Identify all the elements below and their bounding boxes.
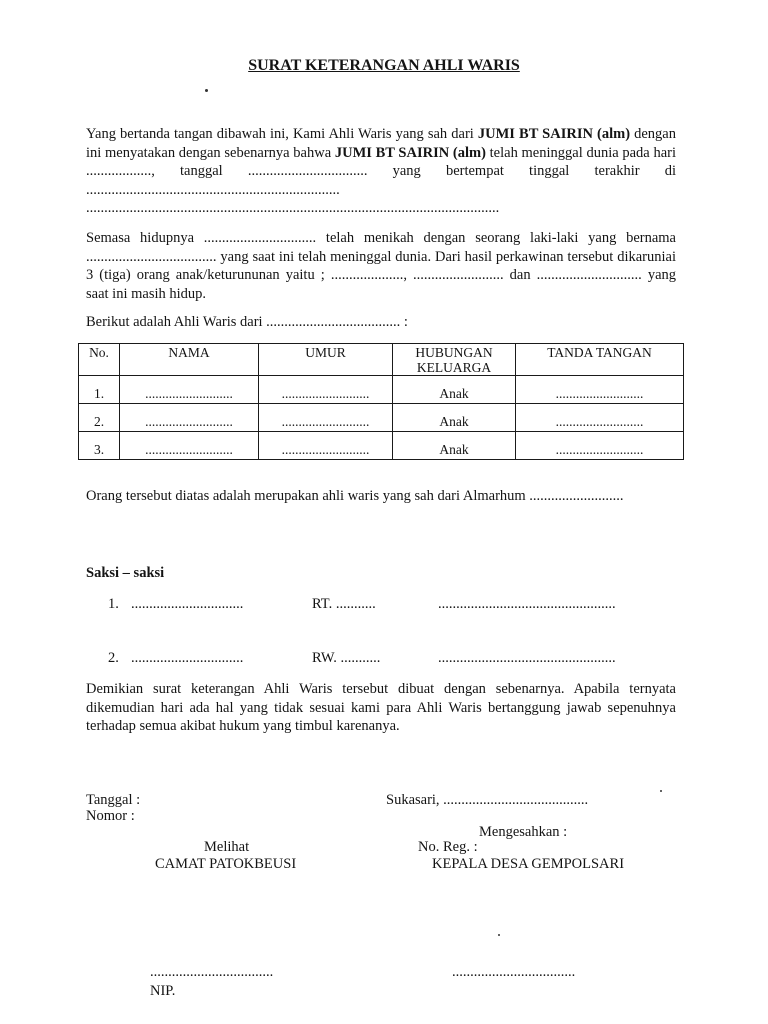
row-umur: .......................... [259, 376, 393, 404]
row-tanda-tangan: .......................... [516, 376, 684, 404]
no-reg-label: No. Reg. : [418, 839, 478, 855]
camat-title: CAMAT PATOKBEUSI [155, 856, 297, 872]
camat-signature-line: .................................. [150, 964, 274, 980]
witness-1-signature: ................................................. [438, 596, 616, 612]
row-tanda-tangan: .......................... [516, 404, 684, 432]
row-hubungan: Anak [393, 376, 516, 404]
row-no: 2. [79, 404, 120, 432]
witness-1-rt: RT. ........... [312, 596, 376, 612]
document-title: SURAT KETERANGAN AHLI WARIS [248, 57, 520, 74]
kepala-desa-title: KEPALA DESA GEMPOLSARI [432, 856, 625, 872]
row-nama: .......................... [120, 376, 259, 404]
witness-1-name: ............................... [131, 596, 244, 612]
scan-speck [498, 934, 500, 936]
witness-heading: Saksi – saksi [86, 565, 165, 581]
marriage-paragraph: Semasa hidupnya ............................... telah menikah dengan seorang laki-laki yang bernama .................................... yang saat ini telah meninggal dunia. Dari hasil perkawinan tersebut dikaruniai 3 (tiga) orang anak/keturununan yaitu ; ...................., ......................... dan ............................. yang saat ini masih hidup. [86, 230, 676, 302]
table-header-row [79, 344, 684, 376]
row-tanda-tangan: .......................... [516, 432, 684, 460]
witness-2-signature: ................................................. [438, 650, 616, 666]
header-umur: UMUR [259, 344, 393, 376]
table-row [79, 432, 684, 460]
nip-label: NIP. [150, 983, 176, 999]
witness-2-number: 2. [108, 650, 119, 666]
header-nama: NAMA [120, 344, 259, 376]
closing-paragraph: Demikian surat keterangan Ahli Waris tersebut dibuat dengan sebenarnya. Apabila ternyata dikemudian hari ada hal yang tidak sesuai kami para Ahli Waris bertanggung jawab sepenuhnya terhadap semua akibat hukum yang timbul karenanya. [86, 681, 676, 734]
witness-2-name: ............................... [131, 650, 244, 666]
row-no: 3. [79, 432, 120, 460]
witness-1-number: 1. [108, 596, 119, 612]
statement-paragraph: Orang tersebut diatas adalah merupakan ahli waris yang sah dari Almarhum .......................... [86, 488, 624, 504]
row-nama: .......................... [120, 432, 259, 460]
row-umur: .......................... [259, 404, 393, 432]
scan-speck [660, 790, 662, 792]
deceased-name-2: JUMI BT SAIRIN (alm) [334, 144, 486, 161]
header-hubungan: HUBUNGAN KELUARGA [393, 344, 516, 376]
deceased-name-1: JUMI BT SAIRIN (alm) [477, 126, 631, 142]
heirs-table [78, 343, 684, 460]
witness-2-rw: RW. ........... [312, 650, 381, 666]
heirs-intro: Berikut adalah Ahli Waris dari ..................................... : [86, 314, 408, 330]
mengesahkan-label: Mengesahkan : [479, 824, 568, 840]
table-row [79, 404, 684, 432]
melihat-label: Melihat [204, 839, 250, 855]
row-no: 1. [79, 376, 120, 404]
row-hubungan: Anak [393, 404, 516, 432]
row-umur: .......................... [259, 432, 393, 460]
header-no: No. [79, 344, 120, 376]
table-row [79, 376, 684, 404]
tanggal-label: Tanggal : [86, 792, 141, 808]
nomor-label: Nomor : [86, 808, 135, 824]
intro-paragraph: Yang bertanda tangan dibawah ini, Kami Ahli Waris yang sah dari JUMI BT SAIRIN (alm) dengan ini menyatakan dengan sebenarnya bahwa JUMI BT SAIRIN (alm) telah meninggal dunia pada hari .................., tanggal ................................. yang bertempat tinggal terakhir di ...................................................................... .................................................................................................................. [86, 126, 677, 216]
scan-speck [205, 89, 208, 92]
row-nama: .......................... [120, 404, 259, 432]
header-tanda-tangan: TANDA TANGAN [516, 344, 684, 376]
kades-signature-line: .................................. [452, 964, 576, 980]
place-date: Sukasari, ........................................ [386, 792, 589, 808]
row-hubungan: Anak [393, 432, 516, 460]
